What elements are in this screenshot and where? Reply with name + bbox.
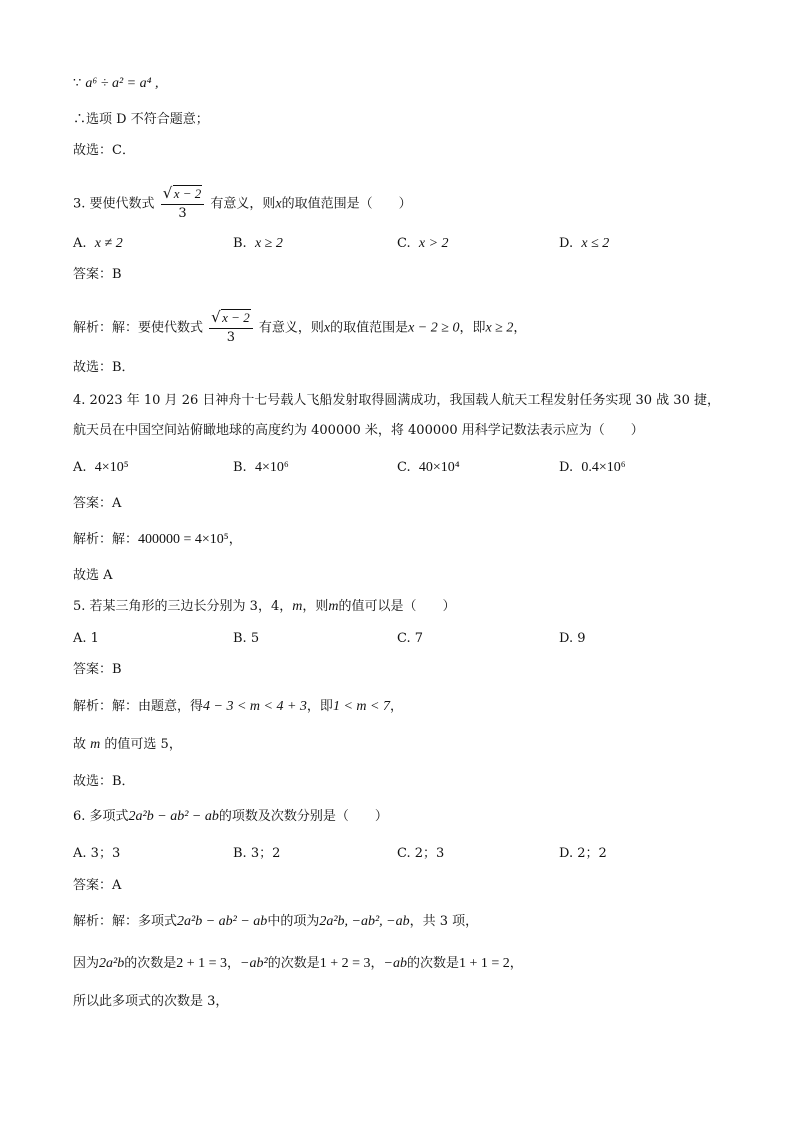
question-4-option-b: B. 4×10⁶ [233,460,289,475]
question-4-analysis: 解析：解：400000 = 4×10⁵， [73,532,242,547]
question-4-final: 故选 A [73,568,113,583]
question-3-stem: 3. 要使代数式 √ x − 2 3 有意义，则x的取值范围是（ ） [73,184,412,221]
question-5-final: 故选：B． [73,774,135,789]
question-6-analysis-line-2: 因为2a²b的次数是2 + 1 = 3，−ab²的次数是1 + 2 = 3，−ab的次数是1 + 1 = 2， [73,956,523,971]
question-5-stem: 5. 若某三角形的三边长分别为 3，4，m，则m的值可以是（ ） [73,599,456,614]
question-6-option-b: B. 3；2 [233,846,281,861]
question-4-stem-line-1: 4. 2023 年 10 月 26 日神舟十七号载人飞船发射取得圆满成功，我国载人航天工程发射任务实现 30 战 30 捷， [73,393,720,408]
question-6-answer: 答案：A [73,878,122,893]
question-6-analysis-line-3: 所以此多项式的次数是 3， [73,994,229,1009]
question-4-stem-line-2: 航天员在中国空间站俯瞰地球的高度约为 400000 米，将 400000 用科学记数法表示应为（ ） [73,423,644,438]
radical-fraction: √ x − 2 3 [161,186,205,222]
question-5-analysis: 解析：解：由题意，得4 − 3 < m < 4 + 3，即1 < m < 7， [73,699,403,714]
prev-solution-line-1 [73,74,158,94]
question-3-option-a: A. x ≠ 2 [73,236,123,251]
prev-solution-final: 故选：C． [73,143,135,158]
question-5-analysis-line-2: 故 m 的值可选 5， [73,737,182,752]
question-4-option-c: C. 40×10⁴ [397,460,460,475]
question-5-option-a: A. 1 [73,631,99,646]
prev-solution-line-2: ∴选项 D 不符合题意； [73,112,209,127]
question-3-option-b: B. x ≥ 2 [233,236,283,251]
question-4-option-d: D. 0.4×10⁶ [559,460,626,475]
question-3-final: 故选：B． [73,360,135,375]
because-symbol: ∵ [73,76,82,91]
question-6-option-d: D. 2；2 [559,846,607,861]
question-3-option-c: C. x > 2 [397,236,449,251]
question-6-analysis: 解析：解：多项式2a²b − ab² − ab中的项为2a²b, −ab², −ab，共 3 项， [73,914,479,929]
question-6-stem: 6. 多项式2a²b − ab² − ab的项数及次数分别是（ ） [73,809,388,824]
question-3-option-d: D. x ≤ 2 [559,236,610,251]
question-4-answer: 答案：A [73,496,122,511]
question-5-answer: 答案：B [73,662,122,677]
power-division-equation: a⁶ ÷ a² = a⁴ , [85,76,159,91]
radical-fraction: √ x − 2 3 [209,310,253,346]
question-4-option-a: A. 4×10⁵ [73,460,129,475]
question-5-option-b: B. 5 [233,631,260,646]
question-6-option-c: C. 2；3 [397,846,445,861]
question-3-answer: 答案：B [73,267,122,282]
question-3-number: 3. [73,196,86,212]
question-6-option-a: A. 3；3 [73,846,121,861]
question-3-analysis: 解析：解：要使代数式 √ x − 2 3 有意义，则x的取值范围是x − 2 ≥ 0，即x ≥ 2， [73,308,527,345]
question-5-option-d: D. 9 [559,631,586,646]
question-5-option-c: C. 7 [397,631,424,646]
